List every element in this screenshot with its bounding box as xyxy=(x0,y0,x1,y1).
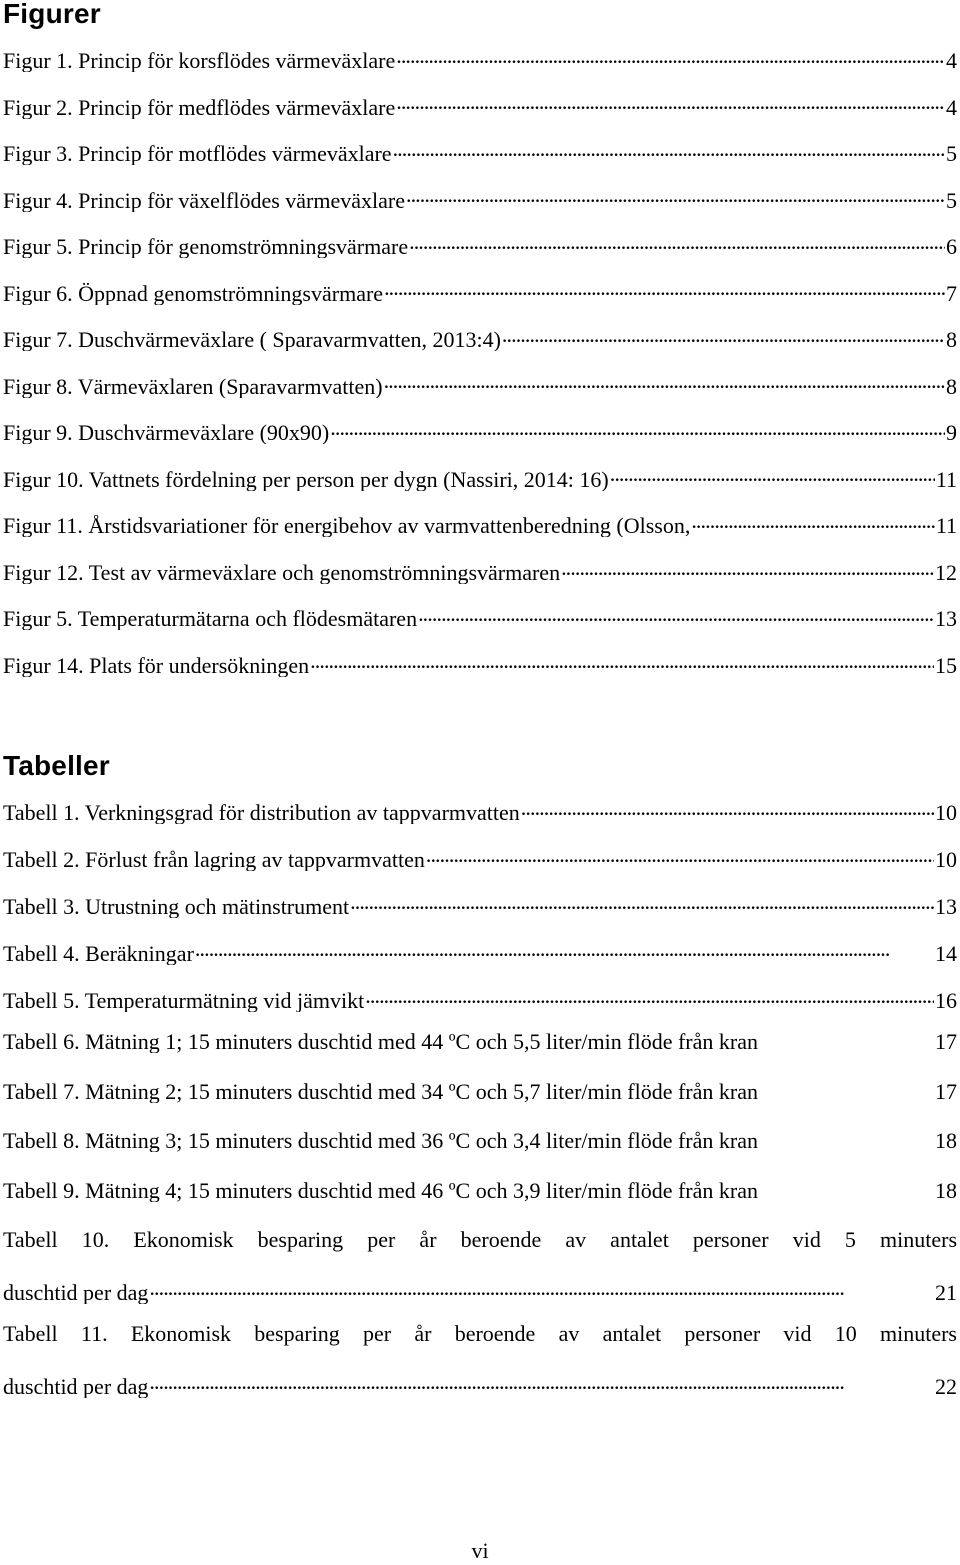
list-item[interactable] xyxy=(0,649,960,696)
entry-page-number: 6 xyxy=(946,234,957,260)
entry-page-number: 8 xyxy=(946,373,957,399)
entry-label: Figur 5. Temperaturmätarna och flödesmätaren xyxy=(3,608,418,631)
list-item[interactable] xyxy=(0,1130,960,1180)
entry-page-number: 18 xyxy=(935,1179,957,1202)
leader-dots xyxy=(396,91,945,115)
leader-dots xyxy=(330,416,945,440)
leader-dots xyxy=(521,796,934,820)
list-item[interactable] xyxy=(0,137,960,184)
leader-dots xyxy=(310,649,934,673)
list-item[interactable] xyxy=(0,44,960,91)
figures-list xyxy=(0,44,960,695)
entry-label: Figur 8. Värmeväxlaren (Sparavarmvatten) xyxy=(3,375,383,398)
entry-label: Figur 14. Plats för undersökningen xyxy=(3,655,310,678)
figures-heading: Figurer xyxy=(3,0,101,29)
leader-dots xyxy=(409,230,945,254)
entry-page-number: 5 xyxy=(946,187,957,213)
leader-dots xyxy=(393,137,945,161)
entry-page-number: 12 xyxy=(935,559,957,585)
entry-label: Tabell 8. Mätning 3; 15 minuters duschtid med 36 ºC och 3,4 liter/min flöde från kran xyxy=(3,1130,758,1152)
list-item[interactable] xyxy=(0,984,960,1031)
entry-label: Tabell 2. Förlust från lagring av tappvarmvatten xyxy=(3,849,425,872)
entry-page-number: 15 xyxy=(935,653,957,679)
entry-page-number: 10 xyxy=(935,800,957,826)
list-item[interactable] xyxy=(0,602,960,649)
entry-label: Tabell 9. Mätning 4; 15 minuters duschtid med 46 ºC och 3,9 liter/min flöde från kran xyxy=(3,1179,758,1202)
entry-label: Figur 11. Årstidsvariationer för energibehov av varmvattenberedning (Olsson, xyxy=(3,515,691,538)
entry-page-number: 5 xyxy=(946,141,957,167)
entry-label: Figur 1. Princip för korsflödes värmeväxlare xyxy=(3,50,396,73)
entry-page-number: 4 xyxy=(946,94,957,120)
entry-page-number: 10 xyxy=(935,847,957,873)
entry-label: Tabell 6. Mätning 1; 15 minuters duschtid med 44 ºC och 5,5 liter/min flöde från kran xyxy=(3,1031,758,1053)
footer-page-number: vi xyxy=(471,1538,489,1563)
leader-dots xyxy=(691,509,934,533)
list-item[interactable] xyxy=(0,890,960,937)
entry-label: duschtid per dag xyxy=(3,1282,149,1305)
list-item[interactable] xyxy=(0,556,960,603)
leader-dots xyxy=(406,184,945,208)
leader-dots xyxy=(561,556,934,580)
list-item[interactable] xyxy=(0,91,960,138)
leader-dots xyxy=(610,463,935,487)
list-item[interactable] xyxy=(0,184,960,231)
entry-page-number: 17 xyxy=(935,1080,957,1103)
list-item[interactable] xyxy=(0,843,960,890)
entry-page-number: 7 xyxy=(946,280,957,306)
entry-label: Figur 5. Princip för genomströmningsvärmare xyxy=(3,236,409,259)
entry-label: Figur 10. Vattnets fördelning per person per dygn (Nassiri, 2014: 16) xyxy=(3,468,609,491)
entry-label: Figur 7. Duschvärmeväxlare ( Sparavarmvatten, 2013:4) xyxy=(3,329,501,352)
list-item[interactable] xyxy=(0,230,960,277)
list-item-wrapped-line1[interactable]: Tabell 10. Ekonomisk besparing per år beroende av antalet personer vid 5 minuters xyxy=(3,1227,957,1252)
tables-heading: Tabeller xyxy=(3,750,110,781)
leader-dots xyxy=(350,890,934,914)
leader-dots xyxy=(365,984,934,1008)
leader-dots xyxy=(384,370,945,394)
list-item[interactable] xyxy=(0,463,960,510)
entry-label: Figur 4. Princip för växelflödes värmeväxlare xyxy=(3,189,405,212)
leader-dots xyxy=(384,277,945,301)
leader-dots xyxy=(396,44,945,68)
tables-list xyxy=(0,796,960,1417)
entry-page-number: 16 xyxy=(935,988,957,1014)
list-item-wrapped-line1[interactable]: Tabell 11. Ekonomisk besparing per år beroende av antalet personer vid 10 minuters xyxy=(3,1321,957,1346)
leader-dots xyxy=(418,602,934,626)
list-item[interactable] xyxy=(0,1180,960,1230)
list-item[interactable] xyxy=(0,796,960,843)
entry-page-number: 13 xyxy=(935,894,957,920)
entry-page-number: 11 xyxy=(935,466,957,492)
list-item[interactable] xyxy=(0,370,960,417)
entry-label: Tabell 4. Beräkningar xyxy=(3,943,194,966)
entry-page-number: 9 xyxy=(946,420,957,446)
list-item[interactable] xyxy=(0,416,960,463)
entry-page-number: 22 xyxy=(935,1374,957,1400)
entry-label: Tabell 7. Mätning 2; 15 minuters duschtid med 34 ºC och 5,7 liter/min flöde från kran xyxy=(3,1080,758,1103)
entry-page-number: 14 xyxy=(935,941,957,967)
leader-dots xyxy=(149,1370,934,1394)
list-item[interactable] xyxy=(0,1031,960,1081)
list-item[interactable] xyxy=(0,277,960,324)
entry-label: Figur 6. Öppnad genomströmningsvärmare xyxy=(3,282,384,305)
entry-page-number: 18 xyxy=(935,1130,957,1152)
entry-label: Figur 9. Duschvärmeväxlare (90x90) xyxy=(3,422,330,445)
leader-dots xyxy=(502,323,945,347)
leader-dots xyxy=(426,843,934,867)
entry-label: Tabell 1. Verkningsgrad för distribution av tappvarmvatten xyxy=(3,802,520,825)
entry-label: Figur 3. Princip för motflödes värmeväxlare xyxy=(3,143,392,166)
leader-dots xyxy=(149,1276,934,1300)
leader-dots xyxy=(195,937,934,961)
list-item-wrapped-line2[interactable] xyxy=(0,1276,960,1323)
entry-page-number: 11 xyxy=(935,513,957,539)
entry-page-number: 8 xyxy=(946,327,957,353)
entry-page-number: 13 xyxy=(935,606,957,632)
entry-label: Figur 12. Test av värmeväxlare och genomströmningsvärmaren xyxy=(3,561,561,584)
entry-page-number: 17 xyxy=(935,1031,957,1053)
list-item[interactable] xyxy=(0,937,960,984)
list-item[interactable] xyxy=(0,509,960,556)
entry-label: Tabell 3. Utrustning och mätinstrument xyxy=(3,896,350,919)
list-item-wrapped-line2[interactable] xyxy=(0,1370,960,1417)
entry-page-number: 4 xyxy=(946,48,957,74)
list-item[interactable] xyxy=(0,323,960,370)
list-item[interactable] xyxy=(0,1081,960,1131)
entry-label: Figur 2. Princip för medflödes värmeväxlare xyxy=(3,96,396,119)
entry-label: duschtid per dag xyxy=(3,1376,149,1399)
entry-page-number: 21 xyxy=(935,1280,957,1306)
entry-label: Tabell 5. Temperaturmätning vid jämvikt xyxy=(3,990,365,1013)
